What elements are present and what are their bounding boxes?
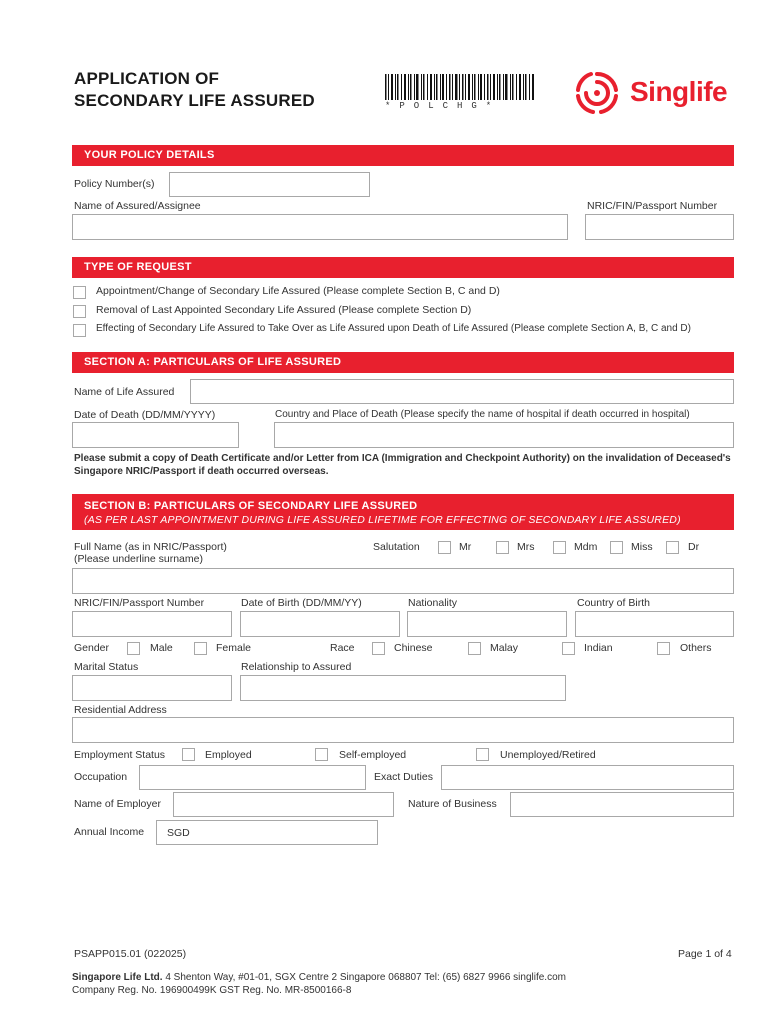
date-of-death-label: Date of Death (DD/MM/YYYY)	[74, 409, 216, 421]
occupation-label: Occupation	[74, 771, 128, 783]
marital-status-label: Marital Status	[74, 661, 139, 673]
policy-numbers-label: Policy Number(s)	[74, 178, 155, 190]
race-others-label: Others	[680, 642, 712, 654]
country-of-birth-label: Country of Birth	[577, 597, 650, 609]
residential-address-input[interactable]	[72, 717, 734, 743]
request-option-2-label: Removal of Last Appointed Secondary Life Assured (Please complete Section D)	[96, 304, 472, 316]
employment-status-label: Employment Status	[74, 749, 166, 761]
brand-name: Singlife	[630, 76, 728, 107]
race-chinese-label: Chinese	[394, 642, 433, 654]
employer-input[interactable]	[173, 792, 394, 817]
sla-nric-input[interactable]	[72, 611, 232, 637]
country-of-birth-input[interactable]	[575, 611, 734, 637]
employment-unemployed-checkbox[interactable]	[476, 748, 489, 761]
relationship-label: Relationship to Assured	[241, 661, 352, 673]
race-malay-label: Malay	[490, 642, 519, 654]
race-label: Race	[330, 642, 355, 654]
salutation-mr-checkbox[interactable]	[438, 541, 451, 554]
race-indian-checkbox[interactable]	[562, 642, 575, 655]
gender-label: Gender	[74, 642, 110, 654]
nature-of-business-input[interactable]	[510, 792, 734, 817]
salutation-mr-label: Mr	[459, 541, 472, 553]
company-address: 4 Shenton Way, #01-01, SGX Centre 2 Singapore 068807 Tel: (65) 6827 9966 singlife.com	[165, 972, 566, 983]
section-b-heading: SECTION B: PARTICULARS OF SECONDARY LIFE ASSURED	[84, 500, 418, 512]
race-malay-checkbox[interactable]	[468, 642, 481, 655]
death-certificate-note: Please submit a copy of Death Certificate and/or Letter from ICA (Immigration and Checkpoint Authority) on the invalidation of Deceased's Singapore NRIC/Passport if death occurred overseas.	[74, 453, 731, 477]
section-a-heading: SECTION A: PARTICULARS OF LIFE ASSURED	[72, 352, 734, 373]
salutation-miss-label: Miss	[631, 541, 653, 553]
title-line-1: APPLICATION OF	[74, 69, 220, 88]
employment-unemployed-label: Unemployed/Retired	[500, 749, 596, 761]
employment-employed-label: Employed	[205, 749, 252, 761]
request-option-3-label: Effecting of Secondary Life Assured to Take Over as Life Assured upon Death of Life Assured (Please complete Section A, B, C and D)	[96, 323, 691, 334]
relationship-input[interactable]	[240, 675, 566, 701]
singlife-logo-icon	[568, 68, 626, 118]
section-b-heading-bar	[72, 494, 734, 530]
request-option-1-label: Appointment/Change of Secondary Life Assured (Please complete Section B, C and D)	[96, 285, 500, 297]
gender-female-label: Female	[216, 642, 252, 654]
salutation-mrs-label: Mrs	[517, 541, 535, 553]
nature-of-business-label: Nature of Business	[408, 798, 497, 810]
nationality-input[interactable]	[407, 611, 567, 637]
salutation-dr-checkbox[interactable]	[666, 541, 679, 554]
salutation-mdm-checkbox[interactable]	[553, 541, 566, 554]
section-b-subheading: (AS PER LAST APPOINTMENT DURING LIFE ASSURED LIFETIME FOR EFFECTING OF SECONDARY LIFE ASSURED)	[84, 514, 681, 526]
annual-income-input[interactable]	[156, 820, 378, 845]
occupation-input[interactable]	[139, 765, 366, 790]
policy-nric-label: NRIC/FIN/Passport Number	[587, 200, 718, 212]
page-number: Page 1 of 4	[678, 948, 732, 960]
company-registration: Company Reg. No. 196900499K GST Reg. No. MR-8500166-8	[72, 985, 352, 996]
assured-name-label: Name of Assured/Assignee	[74, 200, 201, 212]
salutation-dr-label: Dr	[688, 541, 700, 553]
salutation-mrs-checkbox[interactable]	[496, 541, 509, 554]
policy-numbers-input[interactable]	[169, 172, 370, 197]
employment-self-employed-checkbox[interactable]	[315, 748, 328, 761]
type-of-request-heading: TYPE OF REQUEST	[72, 257, 734, 278]
full-name-label: Full Name (as in NRIC/Passport)	[74, 541, 227, 553]
gender-male-checkbox[interactable]	[127, 642, 140, 655]
footer-company-line	[72, 972, 566, 983]
race-others-checkbox[interactable]	[657, 642, 670, 655]
race-chinese-checkbox[interactable]	[372, 642, 385, 655]
employment-self-employed-label: Self-employed	[339, 749, 407, 761]
full-name-hint: (Please underline surname)	[74, 553, 203, 565]
life-assured-name-label: Name of Life Assured	[74, 386, 175, 398]
annual-income-label: Annual Income	[74, 826, 145, 838]
sla-nric-label: NRIC/FIN/Passport Number	[74, 597, 205, 609]
form-code: PSAPP015.01 (022025)	[74, 948, 187, 960]
full-name-input[interactable]	[72, 568, 734, 594]
currency-label: SGD	[167, 827, 190, 839]
gender-female-checkbox[interactable]	[194, 642, 207, 655]
employment-employed-checkbox[interactable]	[182, 748, 195, 761]
exact-duties-input[interactable]	[441, 765, 734, 790]
place-of-death-label: Country and Place of Death (Please specify the name of hospital if death occurred in hospital)	[275, 409, 690, 420]
assured-name-input[interactable]	[72, 214, 568, 240]
race-indian-label: Indian	[584, 642, 613, 654]
company-name: Singapore Life Ltd.	[72, 972, 163, 983]
request-option-3-checkbox[interactable]	[73, 324, 86, 337]
salutation-miss-checkbox[interactable]	[610, 541, 623, 554]
title-line-2: SECONDARY LIFE ASSURED	[74, 91, 315, 110]
residential-address-label: Residential Address	[74, 704, 167, 716]
dob-input[interactable]	[240, 611, 400, 637]
employer-label: Name of Employer	[74, 798, 161, 810]
exact-duties-label: Exact Duties	[374, 771, 433, 783]
salutation-mdm-label: Mdm	[574, 541, 598, 553]
date-of-death-input[interactable]	[72, 422, 239, 448]
policy-nric-input[interactable]	[585, 214, 734, 240]
policy-details-heading: YOUR POLICY DETAILS	[72, 145, 734, 166]
place-of-death-input[interactable]	[274, 422, 734, 448]
request-option-1-checkbox[interactable]	[73, 286, 86, 299]
life-assured-name-input[interactable]	[190, 379, 734, 404]
nationality-label: Nationality	[408, 597, 458, 609]
marital-status-input[interactable]	[72, 675, 232, 701]
request-option-2-checkbox[interactable]	[73, 305, 86, 318]
barcode	[385, 74, 535, 100]
gender-male-label: Male	[150, 642, 173, 654]
salutation-label: Salutation	[373, 541, 420, 553]
dob-label: Date of Birth (DD/MM/YY)	[241, 597, 362, 609]
barcode-text: *POLCHG*	[385, 101, 501, 111]
form-title	[74, 68, 315, 112]
